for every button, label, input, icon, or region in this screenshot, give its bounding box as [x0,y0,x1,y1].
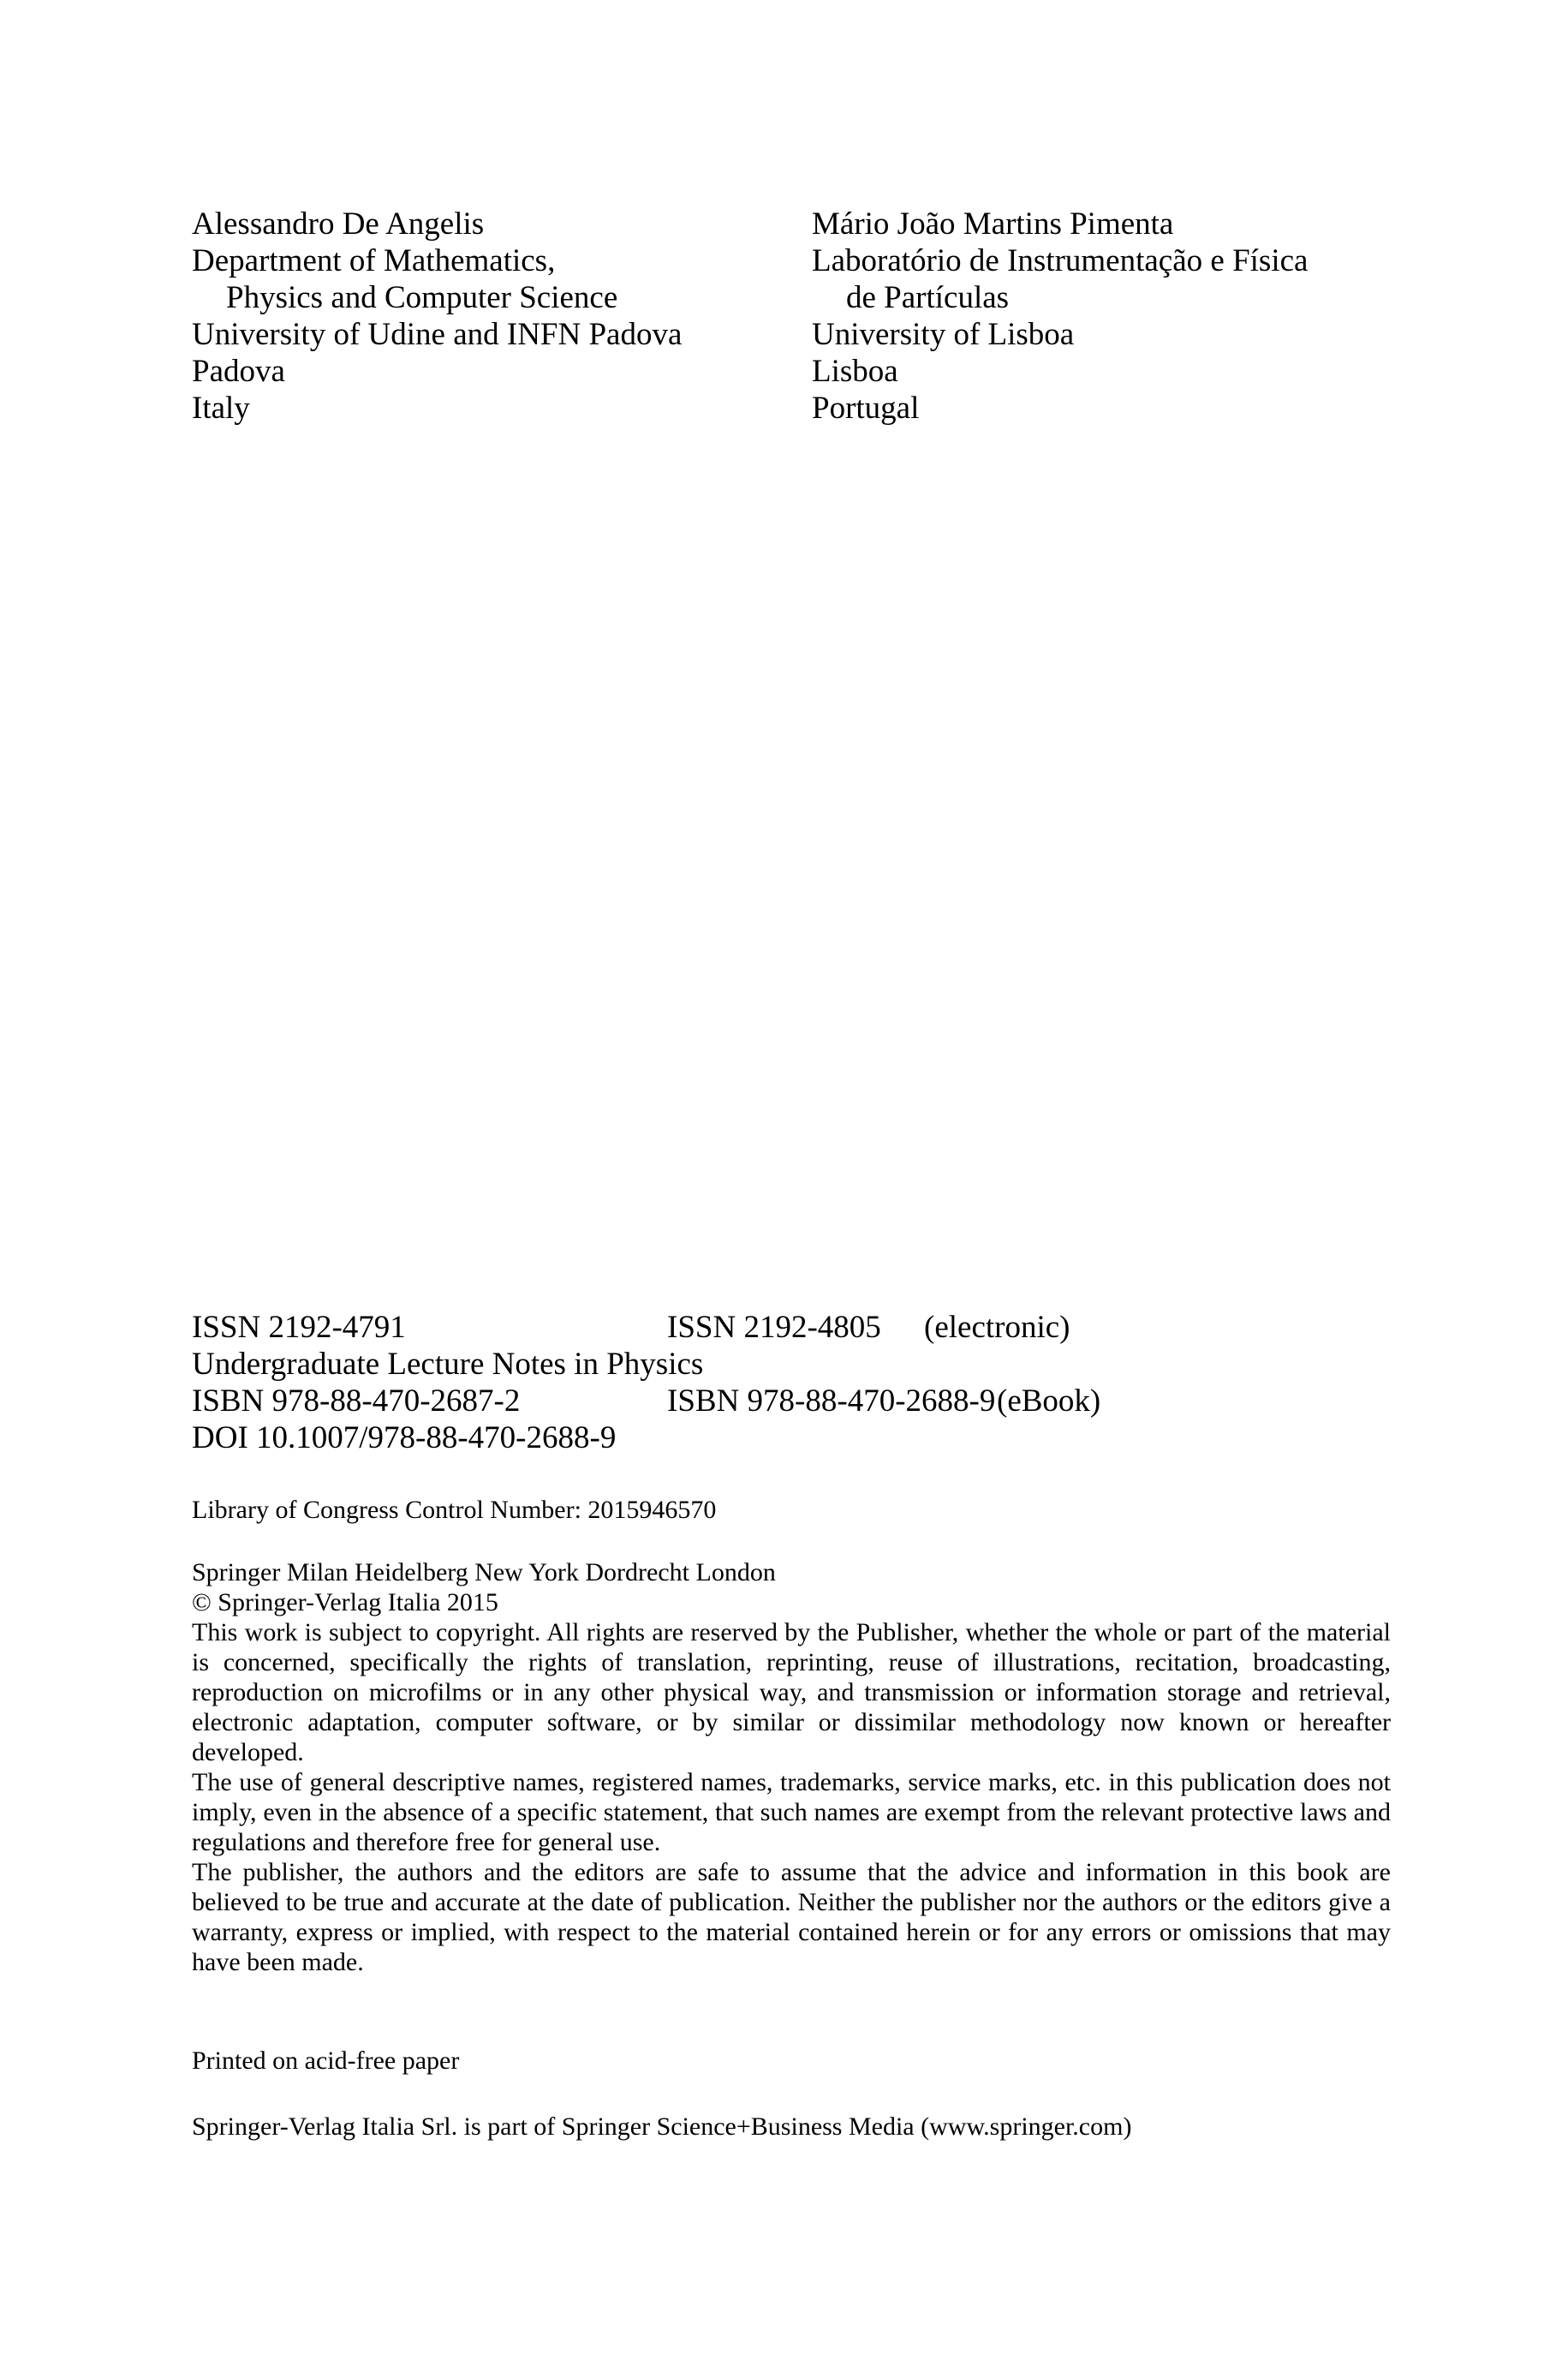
author-name: Alessandro De Angelis [192,206,485,242]
author-university: University of Udine and INFN Padova [192,317,683,352]
author-country: Italy [192,391,250,426]
disclaimer-paragraph: The publisher, the authors and the editors are safe to assume that the advice and information in this book are believed to be true and accurate at the date of publication. Neither the publisher nor the authors or the editors give a warranty, express or implied, with respect to the material contained herein or for any errors or omissions that may have been made. [192,1858,1391,1976]
author-university: University of Lisboa [812,317,1075,352]
series-title: Undergraduate Lecture Notes in Physics [192,1347,704,1382]
paper-note-block [192,2046,1391,2076]
identifiers-block [192,1309,1391,1456]
author-name: Mário João Martins Pimenta [812,206,1174,242]
isbn-ebook: ISBN 978-88-470-2688-9 [667,1383,996,1419]
author-department: Department of Mathematics, [192,243,556,278]
author-city: Padova [192,354,285,389]
legal-block [192,1557,1391,1977]
author-country: Portugal [812,391,920,426]
issn-electronic: ISSN 2192-4805 [667,1310,881,1345]
rights-paragraph: This work is subject to copyright. All rights are reserved by the Publisher, whether the whole or part of the material is concerned, specifically the rights of translation, reprinting, reuse of illustrations, recitation, broadcasting, reproduction on microfilms or in any other physical way, and transmission or information storage and retrieval, electronic adaptation, computer software, or by similar or dissimilar methodology now known or hereafter developed. [192,1618,1391,1766]
publisher-note: Springer-Verlag Italia Srl. is part of Springer Science+Business Media (www.springer.com) [192,2112,1132,2141]
author-address-left [192,206,682,427]
author-city: Lisboa [812,354,898,389]
author-address-right [812,206,1308,427]
isbn-ebook-note: (eBook) [997,1383,1101,1419]
lccn: Library of Congress Control Number: 2015946570 [192,1496,717,1524]
publisher-note-block [192,2112,1391,2142]
issn-electronic-note: (electronic) [924,1310,1070,1345]
publisher-cities: Springer Milan Heidelberg New York Dordrecht London [192,1558,776,1586]
author-department: Laboratório de Instrumentação e Física [812,243,1309,278]
paper-note: Printed on acid-free paper [192,2046,460,2075]
author-department-cont: de Partículas [846,280,1010,315]
issn-print: ISSN 2192-4791 [192,1310,406,1345]
trademarks-paragraph: The use of general descriptive names, registered names, trademarks, service marks, etc. in this publication does not imply, even in the absence of a specific statement, that such names are exempt from the relevant protective laws and regulations and therefore free for general use. [192,1768,1391,1856]
doi: DOI 10.1007/978-88-470-2688-9 [192,1420,617,1455]
isbn-print: ISBN 978-88-470-2687-2 [192,1383,521,1419]
lccn-block [192,1495,1391,1525]
copyright-line: © Springer-Verlag Italia 2015 [192,1588,498,1616]
author-department-cont: Physics and Computer Science [226,280,618,315]
